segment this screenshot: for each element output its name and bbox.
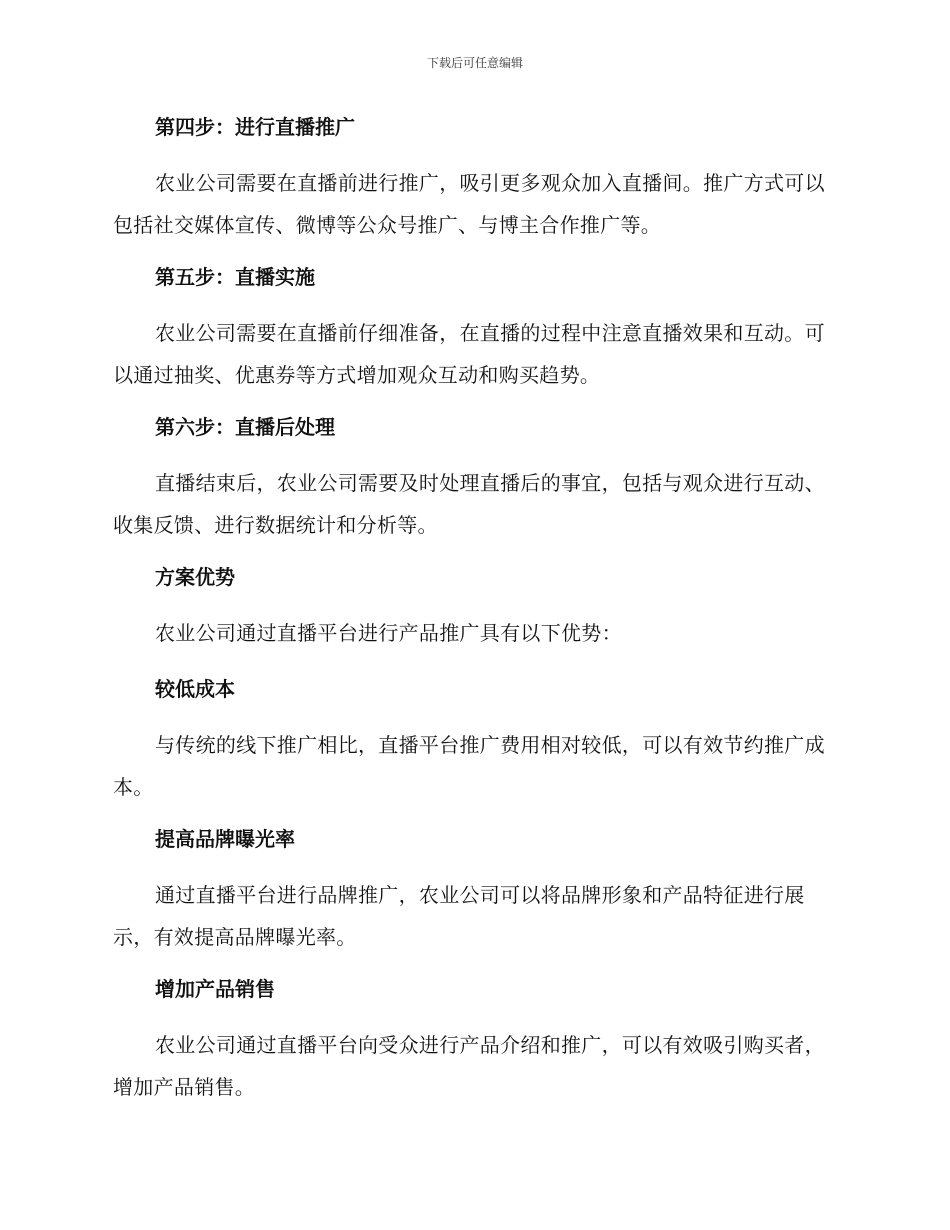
section-heading-step6: 第六步：直播后处理 xyxy=(155,415,335,439)
section-heading-step5: 第五步：直播实施 xyxy=(155,265,315,289)
paragraph-step6: 直播结束后，农业公司需要及时处理直播后的事宜，包括与观众进行互动、收集反馈、进行数据统计和分析等。 xyxy=(113,471,825,537)
document-body xyxy=(113,110,835,1122)
section-heading-brand-exposure: 提高品牌曝光率 xyxy=(155,827,295,851)
paragraph-low-cost: 与传统的线下推广相比，直播平台推广费用相对较低，可以有效节约推广成本。 xyxy=(113,733,825,799)
paragraph-step5: 农业公司需要在直播前仔细准备，在直播的过程中注意直播效果和互动。可以通过抽奖、优惠券等方式增加观众互动和购买趋势。 xyxy=(113,321,825,387)
section-heading-sales: 增加产品销售 xyxy=(155,977,275,1001)
paragraph-advantages-intro: 农业公司通过直播平台进行产品推广具有以下优势： xyxy=(155,621,622,645)
section-heading-step4: 第四步：进行直播推广 xyxy=(155,115,355,139)
paragraph-sales: 农业公司通过直播平台向受众进行产品介绍和推广，可以有效吸引购买者，增加产品销售。 xyxy=(113,1033,825,1099)
paragraph-step4: 农业公司需要在直播前进行推广，吸引更多观众加入直播间。推广方式可以包括社交媒体宣传、微博等公众号推广、与博主合作推广等。 xyxy=(113,171,825,237)
paragraph-brand-exposure: 通过直播平台进行品牌推广，农业公司可以将品牌形象和产品特征进行展示，有效提高品牌曝光率。 xyxy=(113,883,805,949)
section-heading-advantages: 方案优势 xyxy=(155,565,235,589)
page-header: 下载后可任意编辑 xyxy=(426,56,523,70)
section-heading-low-cost: 较低成本 xyxy=(155,677,235,701)
